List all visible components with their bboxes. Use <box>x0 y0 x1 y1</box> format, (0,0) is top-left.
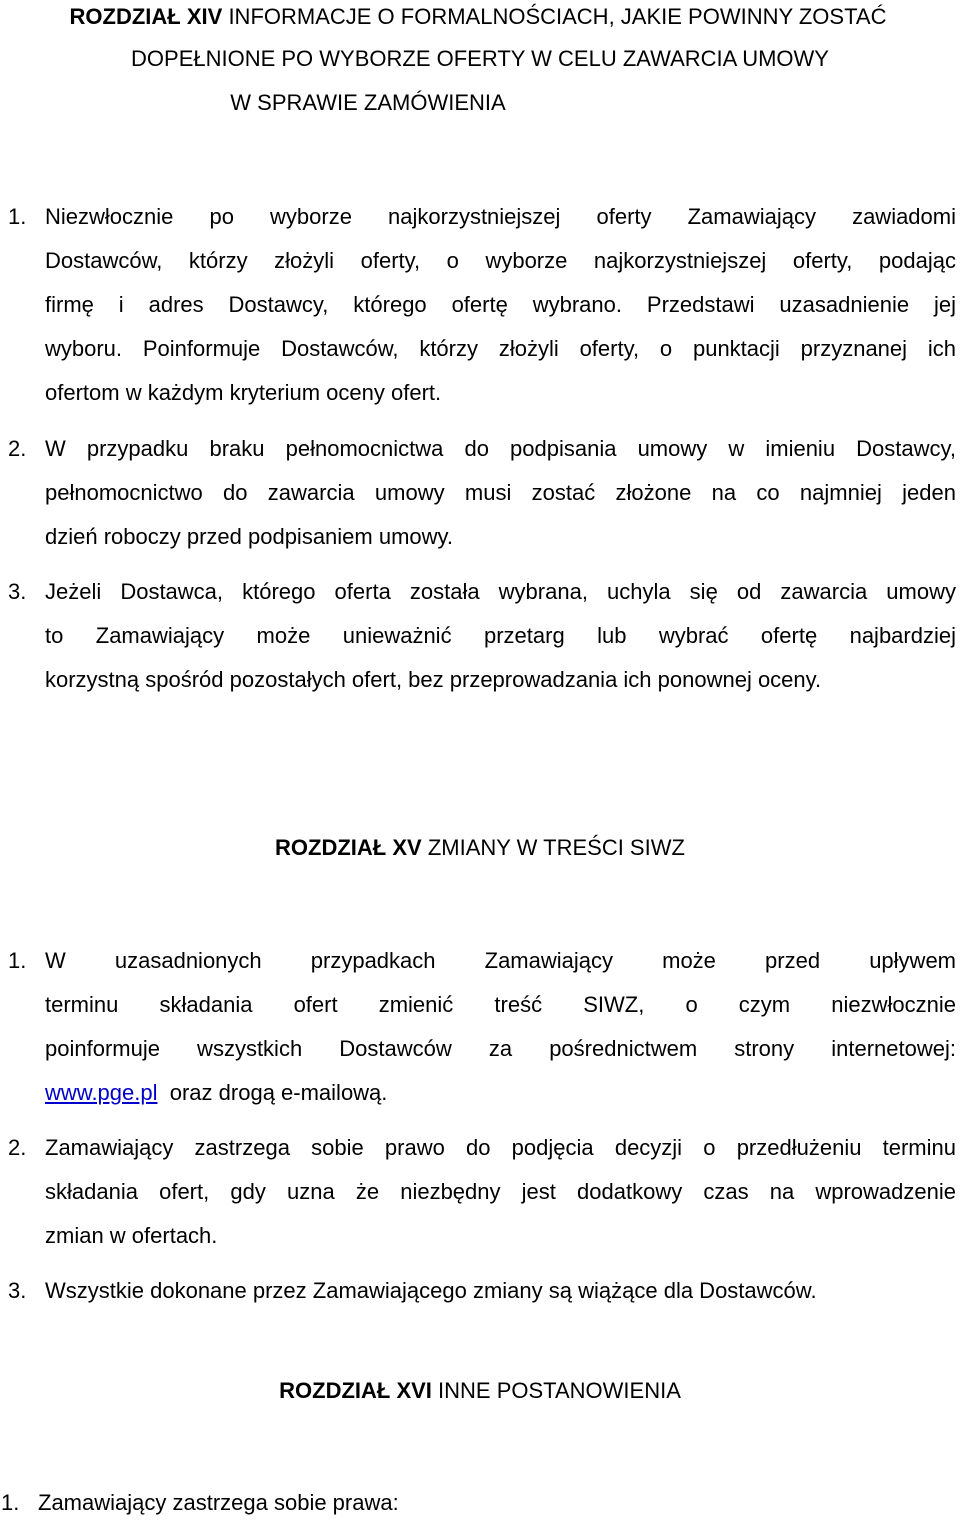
item-text <box>45 1126 956 1258</box>
chapter16-label: ROZDZIAŁ XVI <box>279 1378 432 1403</box>
text-line: ofertom w każdym kryterium oceny ofert. <box>45 380 442 405</box>
text-line: pełnomocnictwo do zawarcia umowy musi zostać złożone na co najmniej jeden <box>45 480 956 505</box>
text-line: Dostawców, którzy złożyli oferty, o wyborze najkorzystniejszej oferty, podając <box>45 248 956 273</box>
chapter14-heading-line1 <box>0 0 958 39</box>
text-line: poinformuje wszystkich Dostawców za pośrednictwem strony internetowej: <box>45 1036 956 1061</box>
text-line: dzień roboczy przed podpisaniem umowy. <box>45 524 454 549</box>
text-line: zmian w ofertach. <box>45 1223 218 1248</box>
chapter15-label: ROZDZIAŁ XV <box>275 835 422 860</box>
chapter15-title: ZMIANY W TREŚCI SIWZ <box>427 835 685 860</box>
chapter14-title-line1: INFORMACJE O FORMALNOŚCIACH, JAKIE POWINNY ZOSTAĆ <box>228 4 887 29</box>
item-text <box>45 939 956 1115</box>
chapter16-title: INNE POSTANOWIENIA <box>438 1378 681 1403</box>
text-line: terminu składania ofert zmienić treść SIWZ, o czym niezwłocznie <box>45 992 956 1017</box>
text-line: Jeżeli Dostawca, którego oferta została wybrana, uchyla się od zawarcia umowy <box>45 579 956 604</box>
chapter16-heading <box>0 1369 960 1413</box>
text-line: korzystną spośród pozostałych ofert, bez przeprowadzania ich ponownej oceny. <box>45 667 822 692</box>
item-number: 1. <box>8 204 27 229</box>
item-number: 2. <box>8 1135 27 1160</box>
item-text <box>45 1269 956 1313</box>
text-line: W przypadku braku pełnomocnictwa do podpisania umowy w imieniu Dostawcy, <box>45 436 956 461</box>
text-line: składania ofert, gdy uzna że niezbędny jest dodatkowy czas na wprowadzenie <box>45 1179 956 1204</box>
text-line: to Zamawiający może unieważnić przetarg lub wybrać ofertę najbardziej <box>45 623 956 648</box>
item-text <box>45 570 956 702</box>
item-number: 2. <box>8 436 27 461</box>
item-number: 3. <box>8 1278 27 1303</box>
text-line: firmę i adres Dostawcy, którego ofertę wybrano. Przedstawi uzasadnienie jej <box>45 292 956 317</box>
item-text <box>45 195 956 415</box>
text-line: Zamawiający zastrzega sobie prawo do podjęcia decyzji o przedłużeniu terminu <box>45 1135 956 1160</box>
text-line: Zamawiający zastrzega sobie prawa: <box>38 1490 399 1515</box>
text-line: Niezwłocznie po wyborze najkorzystniejszej oferty Zamawiający zawiadomi <box>45 204 956 229</box>
item-number: 1. <box>8 948 27 973</box>
text-line: Wszystkie dokonane przez Zamawiającego zmiany są wiążące dla Dostawców. <box>45 1278 817 1303</box>
link-suffix: oraz drogą e-mailową. <box>169 1080 388 1105</box>
text-line: W uzasadnionych przypadkach Zamawiający może przed upływem <box>45 948 956 973</box>
item-text <box>45 427 956 559</box>
pge-website-link[interactable]: www.pge.pl <box>45 1080 158 1105</box>
chapter14-title-line2: DOPEŁNIONE PO WYBORZE OFERTY W CELU ZAWARCIA UMOWY <box>131 46 829 71</box>
chapter14-label: ROZDZIAŁ XIV <box>69 4 223 29</box>
item-text <box>38 1481 956 1525</box>
chapter15-heading <box>0 826 960 870</box>
item-number: 3. <box>8 579 27 604</box>
text-line: wyboru. Poinformuje Dostawców, którzy złożyli oferty, o punktacji przyznanej ich <box>45 336 956 361</box>
chapter14-title-line3: W SPRAWIE ZAMÓWIENIA <box>230 90 506 115</box>
item-number: 1. <box>1 1490 20 1515</box>
text-line <box>45 1071 956 1115</box>
